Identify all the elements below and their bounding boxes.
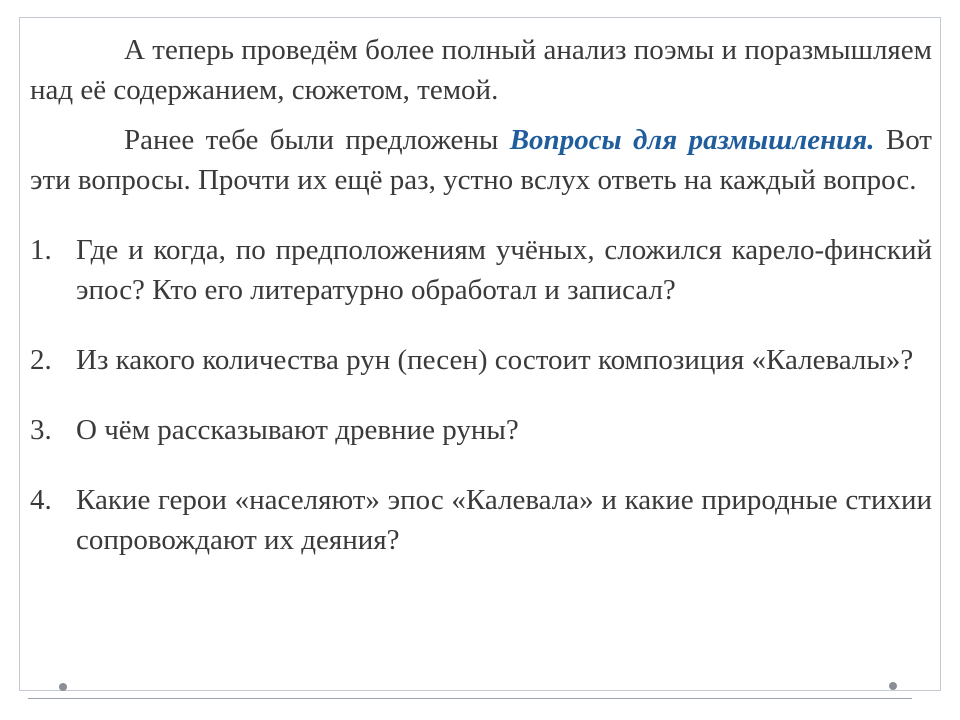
question-number: 2. xyxy=(30,344,52,376)
question-item-2 xyxy=(30,340,932,380)
question-text: Где и когда, по предположениям учёных, сложился карело-финский эпос? Кто его литературно обработал и записал? xyxy=(76,234,932,306)
question-text: Из какого количества рун (песен) состоит композиция «Калевалы»? xyxy=(76,344,914,376)
decorative-dot-right xyxy=(889,682,897,690)
question-text: О чём рассказывают древние руны? xyxy=(76,414,519,446)
bottom-divider xyxy=(28,698,912,699)
question-item-4 xyxy=(30,480,932,560)
question-item-1 xyxy=(30,230,932,310)
question-number: 3. xyxy=(30,414,52,446)
question-item-3 xyxy=(30,410,932,450)
question-text: Какие герои «населяют» эпос «Калевала» и какие природные стихии сопровождают их деяния? xyxy=(76,484,932,556)
slide-content xyxy=(30,30,932,560)
decorative-dot-left xyxy=(59,683,67,691)
question-number: 1. xyxy=(30,234,52,266)
intro-paragraph-1 xyxy=(30,30,932,110)
questions-list xyxy=(30,230,932,560)
intro-paragraph-2 xyxy=(30,120,932,200)
intro-paragraph-1-text: А теперь проведём более полный анализ поэмы и поразмышляем над её содержанием, сюжетом, темой. xyxy=(30,34,932,106)
intro-paragraph-2-before: Ранее тебе были предложены xyxy=(124,124,510,156)
question-number: 4. xyxy=(30,484,52,516)
intro-paragraph-2-after: Вот эти вопросы. Прочти их ещё раз, устно вслух ответь на каждый вопрос. xyxy=(30,124,932,196)
questions-title-highlight: Вопросы для размышления. xyxy=(509,124,875,156)
